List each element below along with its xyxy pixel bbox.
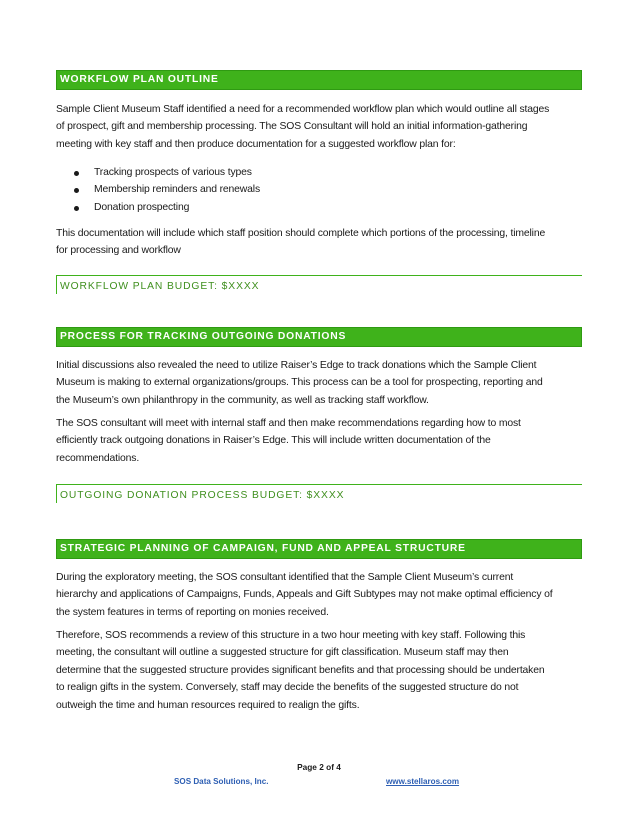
text-line: Museum is making to external organizations/groups. This process can be a tool for prospecting, reporting and [56,377,543,389]
bullet-icon [74,188,79,193]
text-line: recommendations. [56,452,140,464]
list-item-text: Membership reminders and renewals [94,184,260,196]
strategic-planning-intro-paragraph [56,569,586,621]
workflow-documentation-paragraph [56,225,586,260]
text-line: efficiently track outgoing donations in Raiser’s Edge. This will include written documentation of the [56,435,491,447]
list-item [56,199,582,216]
text-line: the system features in terms of reporting on monies received. [56,606,329,618]
text-line: During the exploratory meeting, the SOS consultant identified that the Sample Client Museum’s current [56,572,514,583]
strategic-planning-recommendation-paragraph [56,627,586,714]
text-line: Initial discussions also revealed the need to utilize Raiser’s Edge to track donations which the Sample Client [56,360,537,371]
section-header-workflow-plan: WORKFLOW PLAN OUTLINE [56,70,582,90]
text-line: outweigh the time and human resources required to realign the gifts. [56,699,360,711]
text-line: meeting with key staff and then produce documentation for a suggested workflow plan for: [56,138,456,150]
outgoing-donation-budget: OUTGOING DONATION PROCESS BUDGET: $XXXX [56,484,582,503]
text-line: the Museum’s own philanthropy in the community, as well as tracking staff workflow. [56,394,429,406]
footer-company-name: SOS Data Solutions, Inc. [174,777,269,786]
list-item [56,164,582,181]
list-item-text: Donation prospecting [94,201,190,213]
text-line: meeting, the consultant will outline a suggested structure for gift classification. Museum staff may then [56,647,509,659]
text-line: Sample Client Museum Staff identified a need for a recommended workflow plan which would outline all stages [56,104,550,115]
workflow-plan-budget: WORKFLOW PLAN BUDGET: $XXXX [56,275,582,294]
section-header-outgoing-donations: PROCESS FOR TRACKING OUTGOING DONATIONS [56,327,582,347]
footer-website-link[interactable]: www.stellaros.com [386,777,460,786]
document-page [56,0,582,826]
text-line: The SOS consultant will meet with internal staff and then make recommendations regarding how to most [56,418,521,429]
text-line: This documentation will include which staff position should complete which portions of the processing, timeline [56,228,546,239]
section-header-strategic-planning: STRATEGIC PLANNING OF CAMPAIGN, FUND AND APPEAL STRUCTURE [56,539,582,559]
text-line: to realign gifts in the system. Conversely, staff may decide the benefits of the suggested structure do not [56,682,519,694]
page-number: Page 2 of 4 [297,762,341,772]
outgoing-donations-intro-paragraph [56,357,586,409]
text-line: Therefore, SOS recommends a review of this structure in a two hour meeting with key staff. Following this [56,630,526,641]
text-line: hierarchy and applications of Campaigns, Funds, Appeals and Gift Subtypes may not make optimal efficiency of [56,589,553,601]
text-line: for processing and workflow [56,245,181,257]
bullet-icon [74,171,79,176]
bullet-icon [74,206,79,211]
workflow-intro-paragraph [56,101,586,153]
workflow-bullet-list [56,164,582,216]
outgoing-donations-consultant-paragraph [56,415,586,467]
list-item-text: Tracking prospects of various types [94,167,252,178]
text-line: determine that the suggested structure provides significant benefits and that processing should be undertaken [56,664,545,676]
text-line: of prospect, gift and membership processing. The SOS Consultant will hold an initial information-gathering [56,121,528,133]
list-item [56,181,582,198]
